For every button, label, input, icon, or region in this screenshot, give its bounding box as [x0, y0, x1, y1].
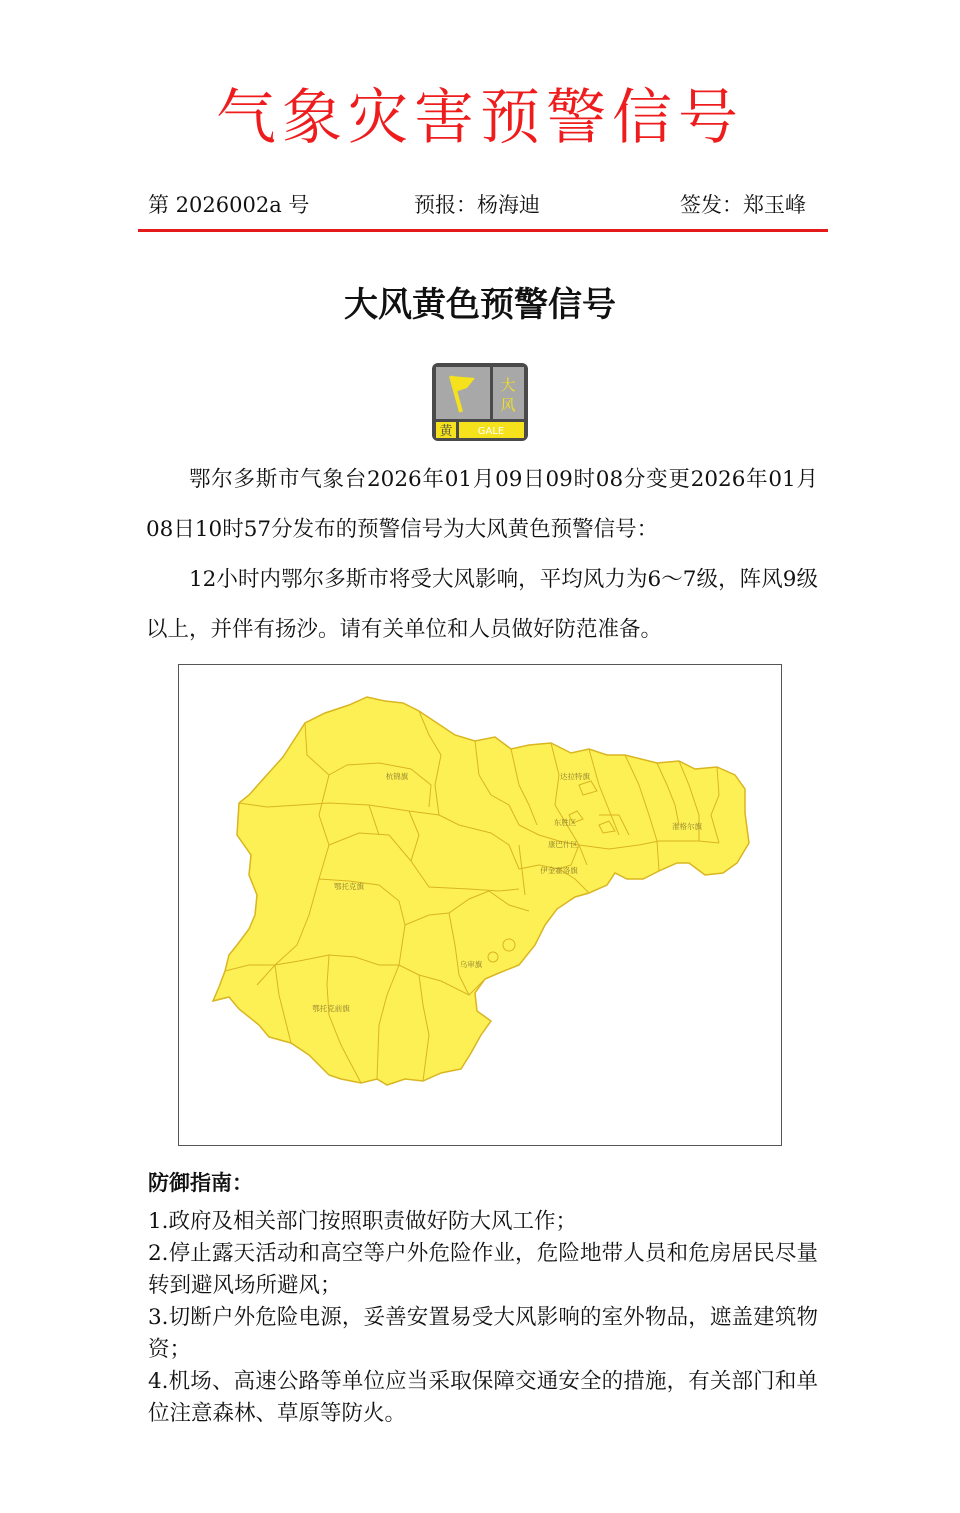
map-label-hangjin: 杭锦旗 — [385, 772, 409, 781]
icon-english-label: GALE — [477, 426, 505, 437]
icon-char-bottom: 风 — [500, 396, 516, 414]
icon-char-top: 大 — [500, 376, 516, 394]
warning-area-map — [178, 664, 782, 1146]
document-number: 第 2026002a 号 — [148, 193, 310, 217]
guide-item-1: 1.政府及相关部门按照职责做好防大风工作； — [148, 1209, 578, 1234]
map-label-kangbashi: 康巴什区 — [548, 840, 578, 849]
map-label-zhungeer: 准格尔旗 — [672, 822, 702, 831]
map-label-wushen: 乌审旗 — [459, 960, 483, 969]
warning-title: 大风黄色预警信号 — [344, 285, 616, 325]
map-label-etuokeqian: 鄂托克前旗 — [312, 1004, 350, 1013]
warning-paragraph-content: 12小时内鄂尔多斯市将受大风影响，平均风力为6～7级，阵风9级以上，并伴有扬沙。请有关单位和人员做好防范准备。 — [146, 567, 818, 642]
issuer: 签发：郑玉峰 — [680, 193, 806, 217]
icon-color-label: 黄 — [439, 424, 453, 439]
map-label-dalate: 达拉特旗 — [560, 772, 590, 781]
map-label-etuoke: 鄂托克旗 — [334, 882, 364, 891]
gale-yellow-signal-icon — [431, 362, 529, 442]
guide-item-2: 2.停止露天活动和高空等户外危险作业，危险地带人员和危房居民尽量转到避风场所避风； — [148, 1241, 818, 1298]
ordos-region-shape — [213, 697, 749, 1085]
forecaster: 预报：杨海迪 — [414, 193, 540, 217]
document-title: 气象灾害预警信号 — [216, 83, 744, 153]
warning-paragraph-issue: 鄂尔多斯市气象台2026年01月09日09时08分变更2026年01月08日10时57分发布的预警信号为大风黄色预警信号： — [146, 467, 818, 542]
header-divider — [138, 229, 828, 232]
defense-guide-list — [148, 1206, 818, 1430]
guide-item-4: 4.机场、高速公路等单位应当采取保障交通安全的措施，有关部门和单位注意森林、草原等防火。 — [148, 1369, 818, 1426]
defense-guide-heading: 防御指南： — [148, 1170, 253, 1195]
map-label-dongsheng: 东胜区 — [553, 818, 577, 827]
map-label-yijinhuoluo: 伊金霍洛旗 — [540, 866, 578, 875]
guide-item-3: 3.切断户外危险电源，妥善安置易受大风影响的室外物品，遮盖建筑物资； — [148, 1305, 818, 1362]
